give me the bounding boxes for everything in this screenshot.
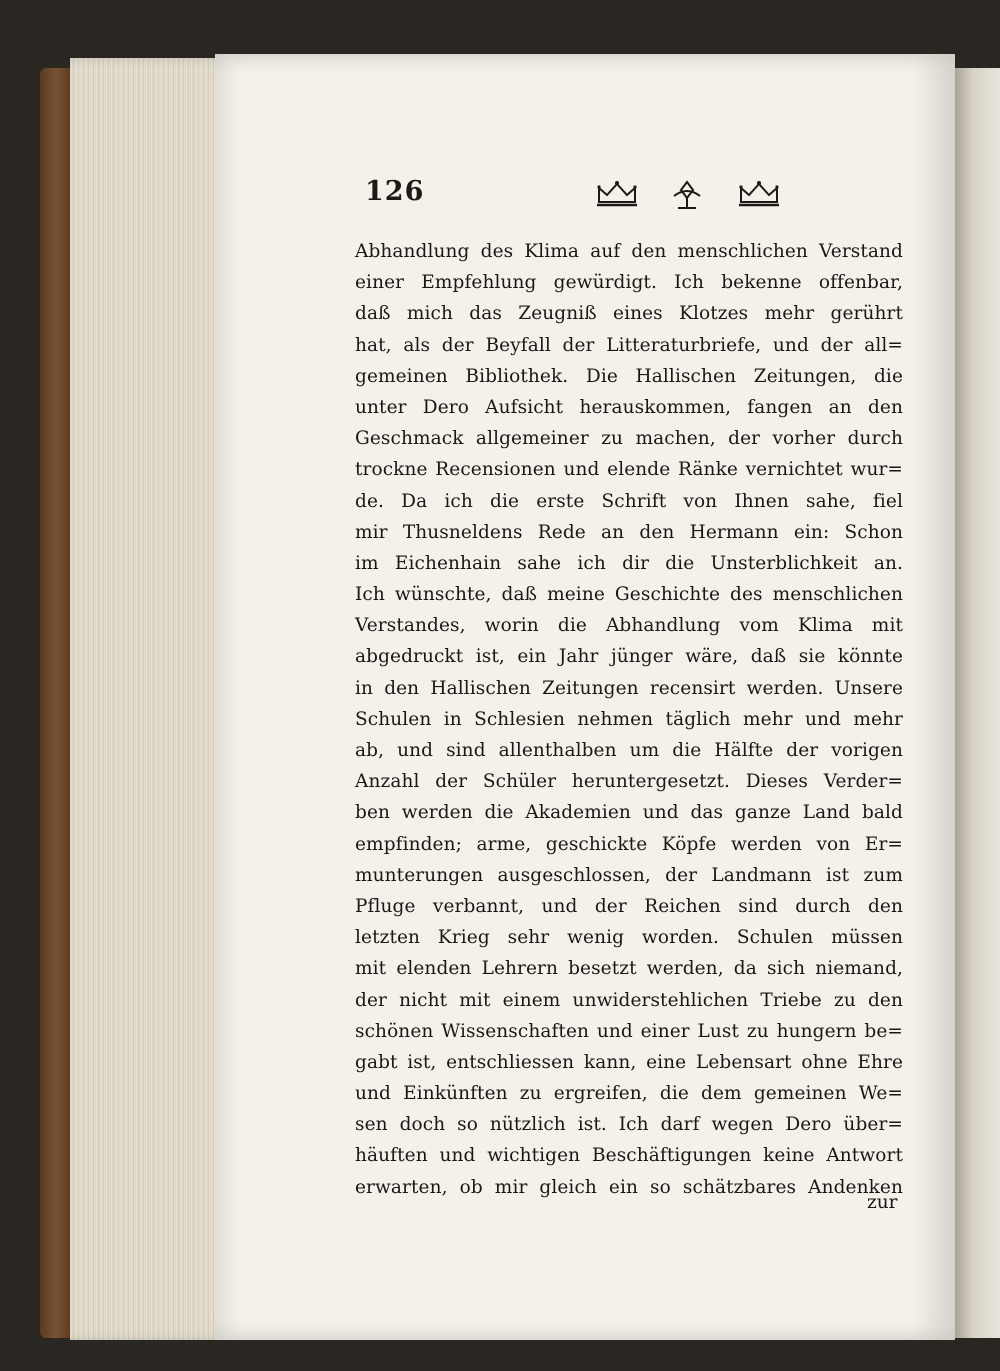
book [40, 38, 1000, 1338]
text-line: Anzahl der Schüler heruntergesetzt. Dieses Verder= [355, 771, 903, 793]
text-line: de. Da ich die erste Schrift von Ihnen sahe, fiel [355, 490, 903, 512]
text-line: häuften und wichtigen Beschäftigungen keine Antwort [355, 1145, 903, 1167]
text-line: abgedruckt ist, ein Jahr jünger wäre, daß sie könnte [355, 646, 903, 668]
text-line: mir Thusneldens Rede an den Hermann ein: Schon [355, 521, 903, 543]
text-line: ab, und sind allenthalben um die Hälfte der vorigen [355, 740, 903, 761]
text-line: im Eichenhain sahe ich dir die Unsterblichkeit an. [355, 552, 903, 574]
text-line: einer Empfehlung gewürdigt. Ich bekenne offenbar, [355, 272, 903, 294]
text-line: schönen Wissenschaften und einer Lust zu hungern be= [355, 1020, 903, 1042]
text-line: trockne Recensionen und elende Ränke vernichtet wur= [355, 459, 903, 481]
text-line: Ich wünschte, daß meine Geschichte des menschlichen [355, 584, 903, 606]
text-line: erwarten, ob mir gleich ein so schätzbares Andenken [355, 1176, 903, 1198]
text-line: in den Hallischen Zeitungen recensirt werden. Unsere [355, 677, 903, 699]
text-line: mit elenden Lehrern besetzt werden, da sich niemand, [355, 958, 903, 980]
text-line: gabt ist, entschliessen kann, eine Lebensart ohne Ehre [355, 1051, 903, 1073]
text-line: letzten Krieg sehr wenig worden. Schulen müssen [355, 927, 903, 949]
book-page [215, 54, 955, 1340]
facing-page-edge [955, 68, 1000, 1338]
catchword: zur [867, 1192, 898, 1213]
text-line: gemeinen Bibliothek. Die Hallischen Zeitungen, die [355, 365, 903, 387]
crown-ornament-icon [595, 178, 639, 208]
text-line: Verstandes, worin die Abhandlung vom Klima mit [355, 615, 903, 637]
text-line: Geschmack allgemeiner zu machen, der vorher durch [355, 428, 903, 450]
text-line: munterungen ausgeschlossen, der Landmann ist zum [355, 864, 903, 886]
text-line: Abhandlung des Klima auf den menschlichen Verstand [355, 241, 903, 262]
page-header [365, 174, 925, 214]
text-line: Schulen in Schlesien nehmen täglich mehr und mehr [355, 708, 903, 730]
fleuron-ornament-icon [670, 178, 704, 210]
text-line: daß mich das Zeugniß eines Klotzes mehr gerührt [355, 303, 903, 325]
text-line: Pfluge verbannt, und der Reichen sind durch den [355, 895, 903, 917]
text-line: unter Dero Aufsicht herauskommen, fangen an den [355, 396, 903, 418]
text-line: ben werden die Akademien und das ganze Land bald [355, 802, 903, 824]
text-line: der nicht mit einem unwiderstehlichen Triebe zu den [355, 989, 903, 1011]
text-line: empfinden; arme, geschickte Köpfe werden von Er= [355, 833, 903, 855]
crown-ornament-icon [737, 178, 781, 208]
text-line: und Einkünften zu ergreifen, die dem gemeinen We= [355, 1083, 903, 1105]
text-line: hat, als der Beyfall der Litteraturbriefe, und der all= [355, 334, 903, 356]
text-line: sen doch so nützlich ist. Ich darf wegen Dero über= [355, 1114, 903, 1136]
page-number: 126 [365, 176, 425, 207]
body-text [355, 236, 903, 1203]
